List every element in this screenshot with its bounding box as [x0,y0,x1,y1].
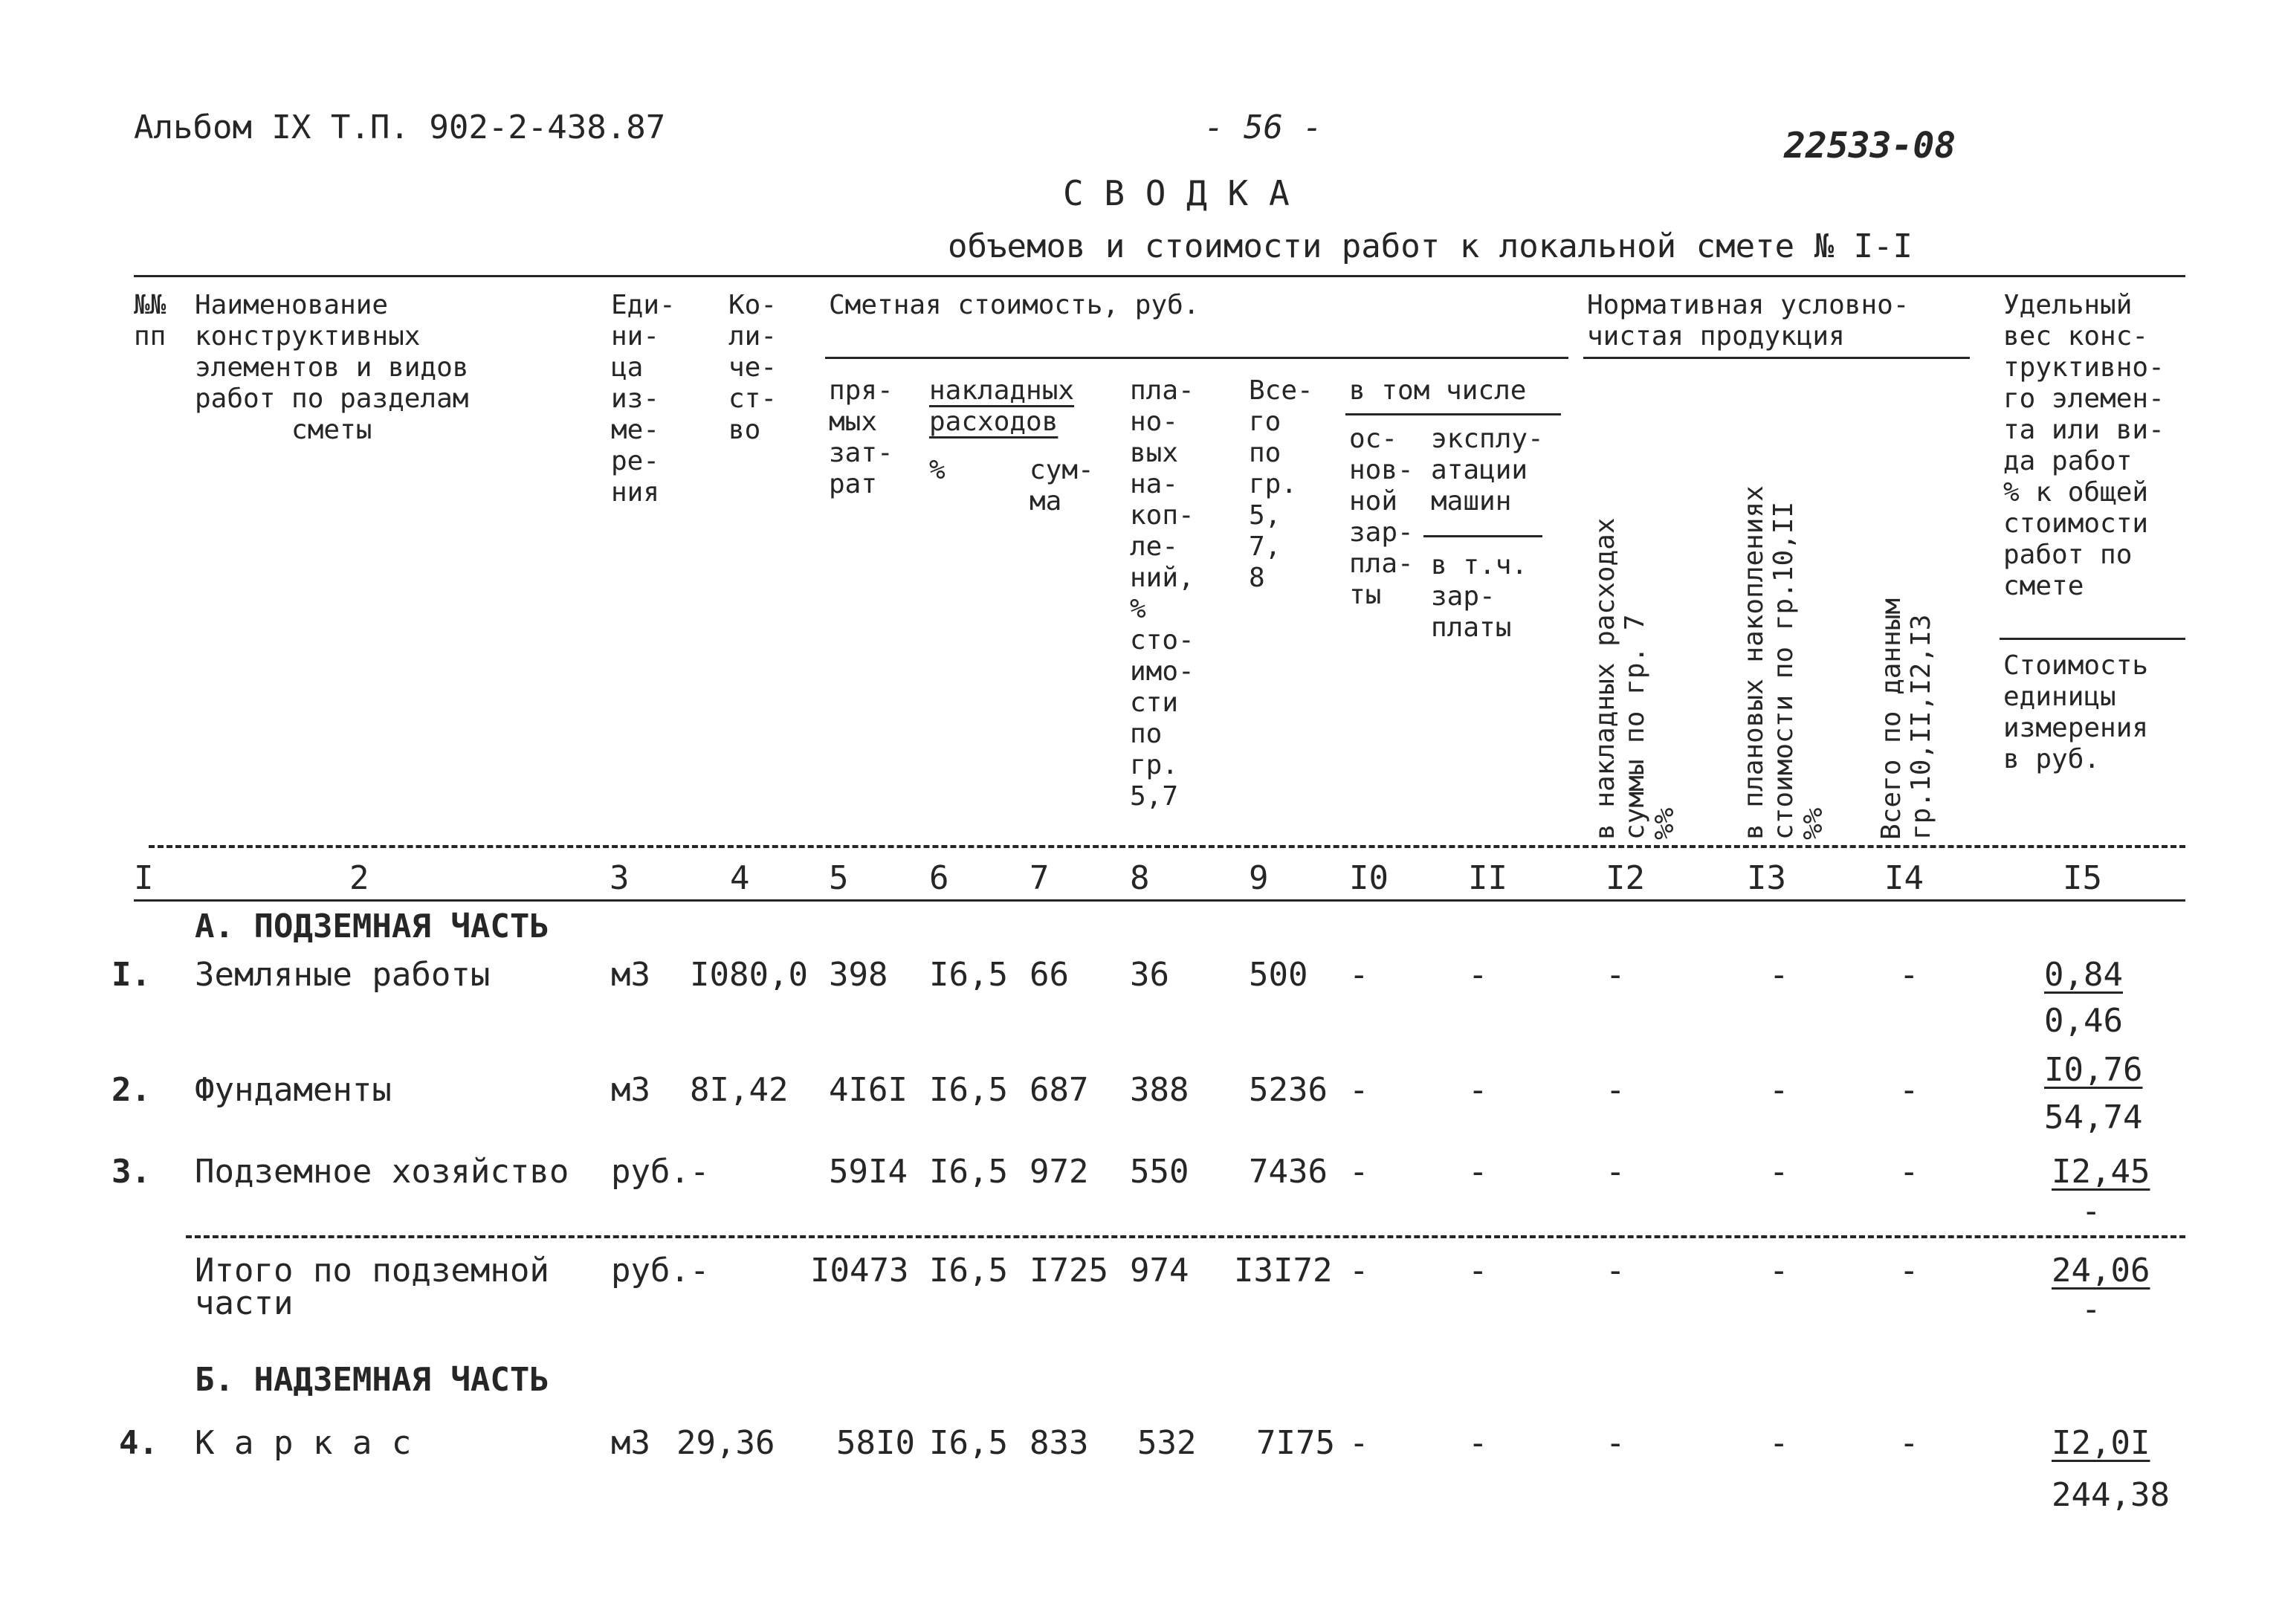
row-col10: - [1349,1252,1369,1290]
row-col12: - [1606,1424,1626,1462]
row-total: 5236 [1249,1071,1328,1109]
colnum-3: 3 [610,859,630,897]
summary-title: С В О Д К А [1063,173,1290,213]
row-unit-cost: - [2081,1192,2101,1230]
header-quantity: Ко- ли- че- ст- во [728,290,778,445]
row-quantity: I080,0 [690,956,808,994]
row-overhead-sum: I725 [1030,1252,1108,1290]
header-name: Наименование конструктивных элементов и видов работ по разделам сметы [195,290,469,445]
document-code: 22533-08 [1784,125,1956,166]
row-unit: руб. [611,1153,690,1191]
row-col14: - [1899,1424,1919,1462]
section-title-aboveground: Б. НАДЗЕМНАЯ ЧАСТЬ [195,1361,549,1399]
row-col14: - [1899,956,1919,994]
header-unit: Еди- ни- ца из- ме- ре- ния [611,290,676,508]
header-bottom-rule [149,845,2185,848]
norm-group-rule [1583,357,1970,359]
row-unit: м3 [611,1071,650,1109]
row-unit-cost: 0,46 [2044,1002,2123,1040]
page-number: - 56 - [1204,109,1322,146]
header-overhead-sum: сум- ма [1030,455,1094,517]
summary-subtitle: объемов и стоимости работ к локальной смете № I-I [948,227,1913,265]
row-unit-cost: - [2081,1290,2101,1328]
row-col10: - [1349,1424,1369,1462]
row-overhead-percent: I6,5 [929,1153,1008,1191]
row-name: Подземное хозяйство [195,1153,569,1191]
cost-group-rule [825,357,1568,359]
colnum-9: 9 [1249,859,1269,897]
row-col12: - [1606,956,1626,994]
row-col11: - [1468,1153,1488,1191]
row-specific-weight: 0,84 [2044,956,2123,994]
header-specific-weight: Удельный вес конс- труктивно- го элемен- та или ви- да работ % к общей стоимости работ по смете [2003,290,2165,601]
table-top-border [134,275,2185,277]
colnum-13: I3 [1747,859,1786,897]
colnum-6: 6 [929,859,949,897]
row-overhead-sum: 66 [1030,956,1069,994]
row-overhead-sum: 687 [1030,1071,1089,1109]
row-planned-savings: 532 [1137,1424,1197,1462]
header-planned-savings: пла- но- вых на- коп- ле- ний, % сто- имо- сти по гр. 5,7 [1130,375,1195,812]
colnum-14: I4 [1884,859,1924,897]
row-col11: - [1468,1252,1488,1290]
row-planned-savings: 550 [1130,1153,1189,1191]
row-specific-weight: I2,0I [2052,1424,2150,1462]
header-unit-cost: Стоимость единицы измерения в руб. [2003,650,2149,774]
colnum-5: 5 [829,859,849,897]
row-total: 7436 [1249,1153,1328,1191]
colnum-11: II [1468,859,1507,897]
row-planned-savings: 974 [1130,1252,1189,1290]
row-col13: - [1769,956,1789,994]
row-specific-weight: 24,06 [2052,1252,2150,1290]
header-norm-group: Нормативная условно- чистая продукция [1587,290,1910,352]
row-overhead-percent: I6,5 [929,1071,1008,1109]
header-including-wages: в т.ч. зар- платы [1431,550,1528,643]
row-name: К а р к а с [195,1424,412,1462]
row-unit: руб. [611,1252,690,1290]
header-base-wage: ос- нов- ной зар- пла- ты [1349,424,1414,610]
section-title-underground: А. ПОДЗЕМНАЯ ЧАСТЬ [195,908,549,945]
header-including: в том числе [1349,375,1527,406]
row-col12: - [1606,1153,1626,1191]
header-machine-operation: эксплу- атации машин [1431,424,1544,517]
row-number: I. [111,956,151,994]
row-col14: - [1899,1252,1919,1290]
row-col13: - [1769,1252,1789,1290]
header-norm-planned: в плановых накоплениях стоимости по гр.10,II %% [1739,485,1829,840]
row-unit-cost: 54,74 [2044,1099,2143,1136]
row-number: 3. [111,1153,151,1191]
colnum-1: I [134,859,154,897]
row-col13: - [1769,1071,1789,1109]
row-col13: - [1769,1153,1789,1191]
row-col10: - [1349,1071,1369,1109]
row-specific-weight: I2,45 [2052,1153,2150,1191]
row-col14: - [1899,1071,1919,1109]
row-col12: - [1606,1252,1626,1290]
colnum-7: 7 [1030,859,1050,897]
row-col10: - [1349,1153,1369,1191]
row-planned-savings: 36 [1130,956,1169,994]
row-overhead-sum: 972 [1030,1153,1089,1191]
header-norm-overhead: в накладных расходах суммы по гр. 7 %% [1590,517,1680,840]
row-direct-costs: 398 [829,956,888,994]
colnum-bottom-rule [134,899,2185,902]
row-col10: - [1349,956,1369,994]
album-reference: Альбом IX Т.П. 902-2-438.87 [134,109,666,146]
row-number: 2. [111,1071,151,1109]
header-norm-total: Всего по данным гр.10,II,I2,I3 [1876,598,1936,840]
row-unit: м3 [611,956,650,994]
header-cost-group: Сметная стоимость, руб. [829,290,1200,320]
row-col13: - [1769,1424,1789,1462]
header-row-number: №№ пп [134,290,167,352]
row-total: 500 [1249,956,1308,994]
row-total: 7I75 [1256,1424,1335,1462]
row-specific-weight: I0,76 [2044,1051,2143,1089]
header-total: Все- го по гр. 5, 7, 8 [1249,375,1313,593]
row-unit: м3 [611,1424,650,1462]
colnum-8: 8 [1130,859,1150,897]
row-col11: - [1468,1424,1488,1462]
row-overhead-sum: 833 [1030,1424,1089,1462]
row-col11: - [1468,956,1488,994]
row-unit-cost: 244,38 [2052,1476,2170,1514]
row-direct-costs: I0473 [810,1252,909,1290]
colnum-12: I2 [1606,859,1645,897]
header-overhead-percent: % [929,455,946,485]
row-overhead-percent: I6,5 [929,1424,1008,1462]
row-planned-savings: 388 [1130,1071,1189,1109]
row-quantity: 8I,42 [690,1071,789,1109]
row-col11: - [1468,1071,1488,1109]
header-overhead: накладных расходов [929,375,1075,437]
row-name: Фундаменты [195,1071,392,1109]
machines-underline [1423,535,1542,537]
row-direct-costs: 4I6I [829,1071,908,1109]
row-quantity: 29,36 [676,1424,775,1462]
colnum-4: 4 [730,859,750,897]
row-col14: - [1899,1153,1919,1191]
share-unit-divider [2000,638,2185,640]
row-name: Итого по подземной части [195,1252,549,1322]
header-direct-costs: пря- мых зат- рат [829,375,893,499]
row-col12: - [1606,1071,1626,1109]
colnum-2: 2 [349,859,369,897]
subtotal-separator [186,1235,2185,1238]
row-direct-costs: 59I4 [829,1153,908,1191]
row-quantity: - [690,1153,710,1191]
row-direct-costs: 58I0 [836,1424,915,1462]
row-overhead-percent: I6,5 [929,1252,1008,1290]
colnum-15: I5 [2063,859,2102,897]
row-number: 4. [119,1424,158,1462]
colnum-10: I0 [1349,859,1389,897]
incl-underline [1345,413,1561,415]
row-overhead-percent: I6,5 [929,956,1008,994]
row-quantity: - [690,1252,710,1290]
row-name: Земляные работы [195,956,491,994]
row-total: I3I72 [1234,1252,1333,1290]
